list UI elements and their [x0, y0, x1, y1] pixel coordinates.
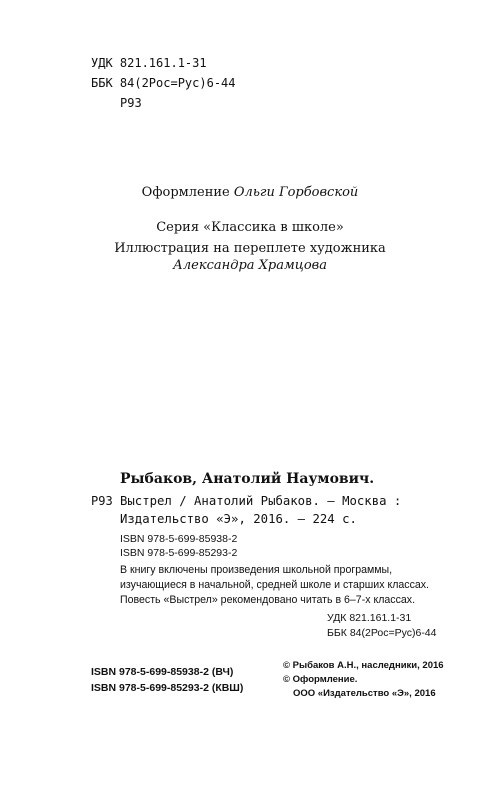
- author-mark: Р93: [120, 96, 142, 110]
- designer-name: Ольги Горбовской: [233, 185, 359, 200]
- annotation-line-2: изучающиеся в начальной, средней школе и старших классах.: [120, 579, 429, 591]
- footer-isbn-2: ISBN 978-5-699-85293-2 (КВШ): [91, 682, 244, 694]
- illustrator-name: Александра Храмцова: [173, 258, 327, 273]
- card-title-line-2: Издательство «Э», 2016. — 224 с.: [120, 512, 357, 526]
- copyright-line-1: © Рыбаков А.Н., наследники, 2016: [283, 660, 444, 671]
- copyright-line-3: ООО «Издательство «Э», 2016: [293, 688, 436, 699]
- udk-code: УДК 821.161.1-31: [91, 56, 207, 70]
- illustration-credit: Иллюстрация на переплете художника: [114, 241, 386, 256]
- bbk-code: ББК 84(2Рос=Рус)6-44: [91, 76, 236, 90]
- author-heading: Рыбаков, Анатолий Наумович.: [120, 471, 375, 487]
- annotation-line-3: Повесть «Выстрел» рекомендовано читать в 6–7-х классах.: [120, 594, 416, 606]
- footer-isbn-1: ISBN 978-5-699-85938-2 (ВЧ): [91, 666, 234, 678]
- card-isbn-2: ISBN 978-5-699-85293-2: [120, 547, 238, 559]
- card-author-mark: Р93: [91, 494, 113, 508]
- series-line: Серия «Классика в школе»: [156, 220, 344, 235]
- card-bbk: ББК 84(2Рос=Рус)6-44: [327, 627, 437, 639]
- card-udk: УДК 821.161.1-31: [327, 612, 412, 624]
- copyright-line-2: © Оформление.: [283, 674, 358, 685]
- card-title-line-1: Выстрел / Анатолий Рыбаков. — Москва :: [120, 494, 402, 508]
- design-credit: [0, 185, 500, 200]
- design-prefix: Оформление: [141, 185, 230, 200]
- card-isbn-1: ISBN 978-5-699-85938-2: [120, 533, 238, 545]
- annotation-line-1: В книгу включены произведения школьной программы,: [120, 564, 393, 576]
